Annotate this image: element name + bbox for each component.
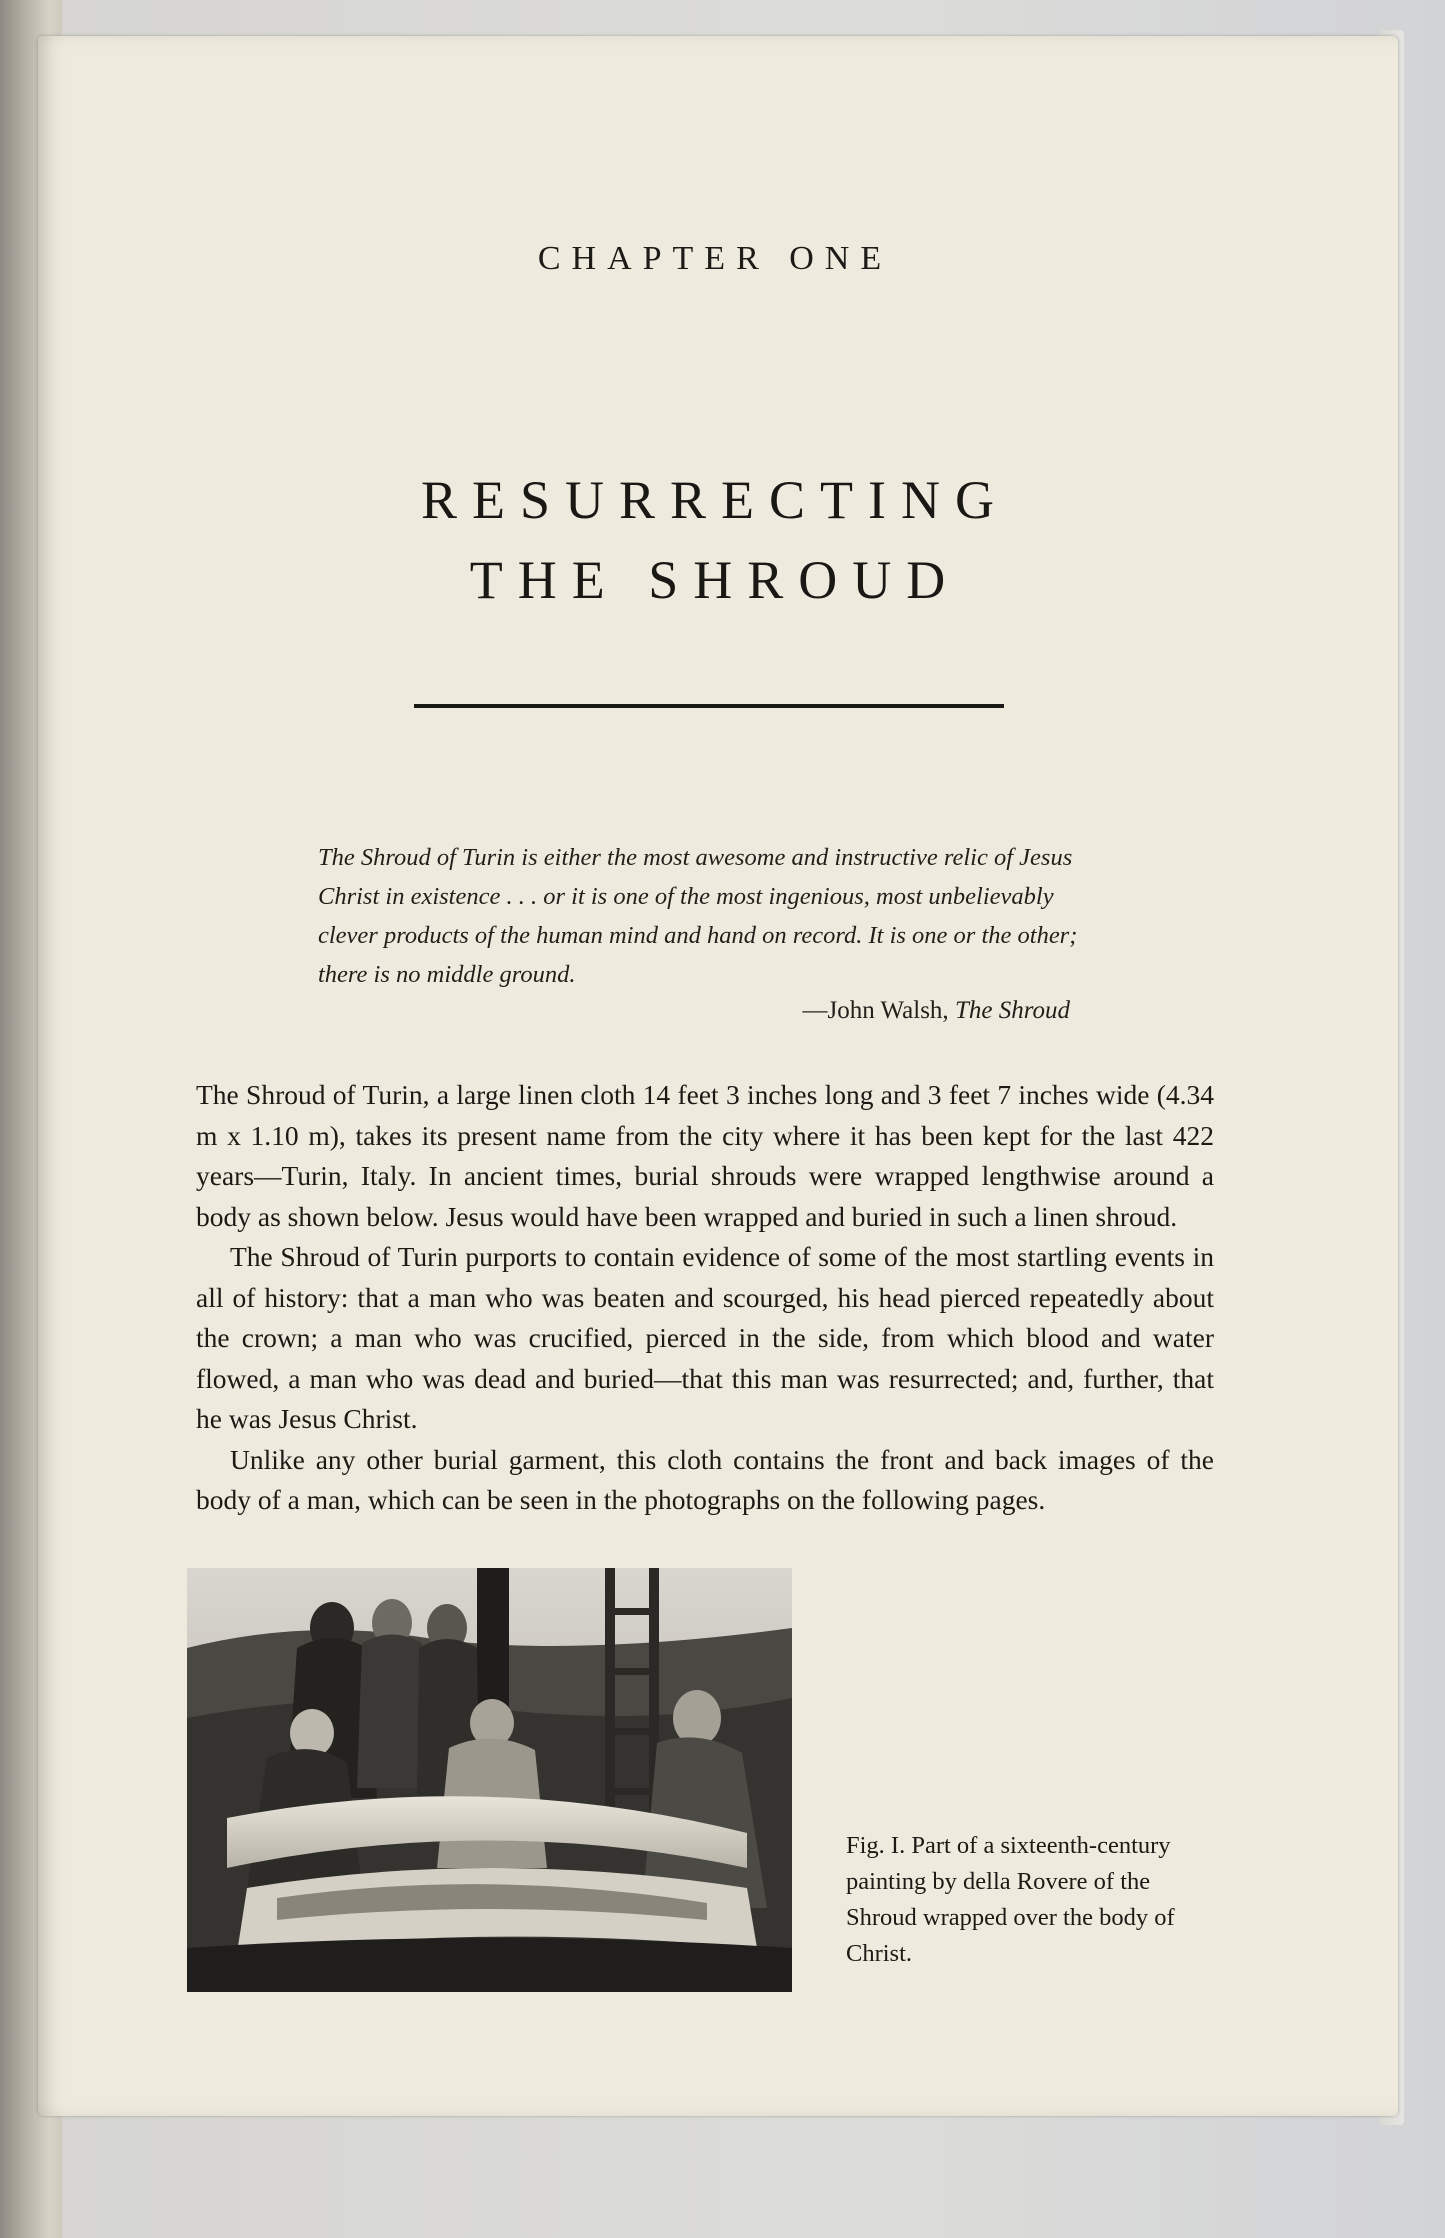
chapter-title-line-1: RESURRECTING	[420, 470, 1010, 530]
epigraph-attribution	[600, 997, 1070, 1025]
figure-caption: Fig. I. Part of a sixteenth-century painting by della Rovere of the Shroud wrapped over the body of Christ.	[846, 1832, 1175, 1967]
painting-illustration	[187, 1568, 792, 1992]
body-text	[196, 1075, 1214, 1521]
chapter-label: CHAPTER ONE	[537, 240, 893, 277]
body-paragraph-1: The Shroud of Turin, a large linen cloth 14 feet 3 inches long and 3 feet 7 inches wide (4.34 m x 1.10 m), takes its present name from the city where it has been kept for the last 422 years—Turin, Italy. In ancient times, burial shrouds were wrapped lengthwise around a body as shown below. Jesus would have been wrapped and buried in such a linen shroud.	[196, 1079, 1214, 1232]
attribution-book-title: The Shroud	[954, 997, 1070, 1024]
title-divider	[414, 704, 1004, 708]
figure-painting-image	[187, 1568, 792, 1992]
body-paragraph-2: The Shroud of Turin purports to contain evidence of some of the most startling events in all of history: that a man who was beaten and scourged, his head pierced repeatedly about the crown; a man who was crucified, pierced in the side, from which blood and water flowed, a man who was dead and buried—that this man was resurrected; and, further, that he was Jesus Christ.	[196, 1241, 1214, 1434]
body-paragraph-3: Unlike any other burial garment, this cloth contains the front and back images of the body of a man, which can be seen in the photographs on the following pages.	[196, 1443, 1214, 1515]
epigraph-quote: The Shroud of Turin is either the most awesome and instructive relic of Jesus Christ in existence . . . or it is one of the most ingenious, most unbelievably clever products of the human mind and hand on record. It is one or the other; there is no middle ground.	[318, 844, 1078, 988]
chapter-title	[0, 460, 1430, 620]
attribution-author: —John Walsh,	[802, 997, 949, 1024]
chapter-title-line-2: THE SHROUD	[469, 550, 961, 610]
